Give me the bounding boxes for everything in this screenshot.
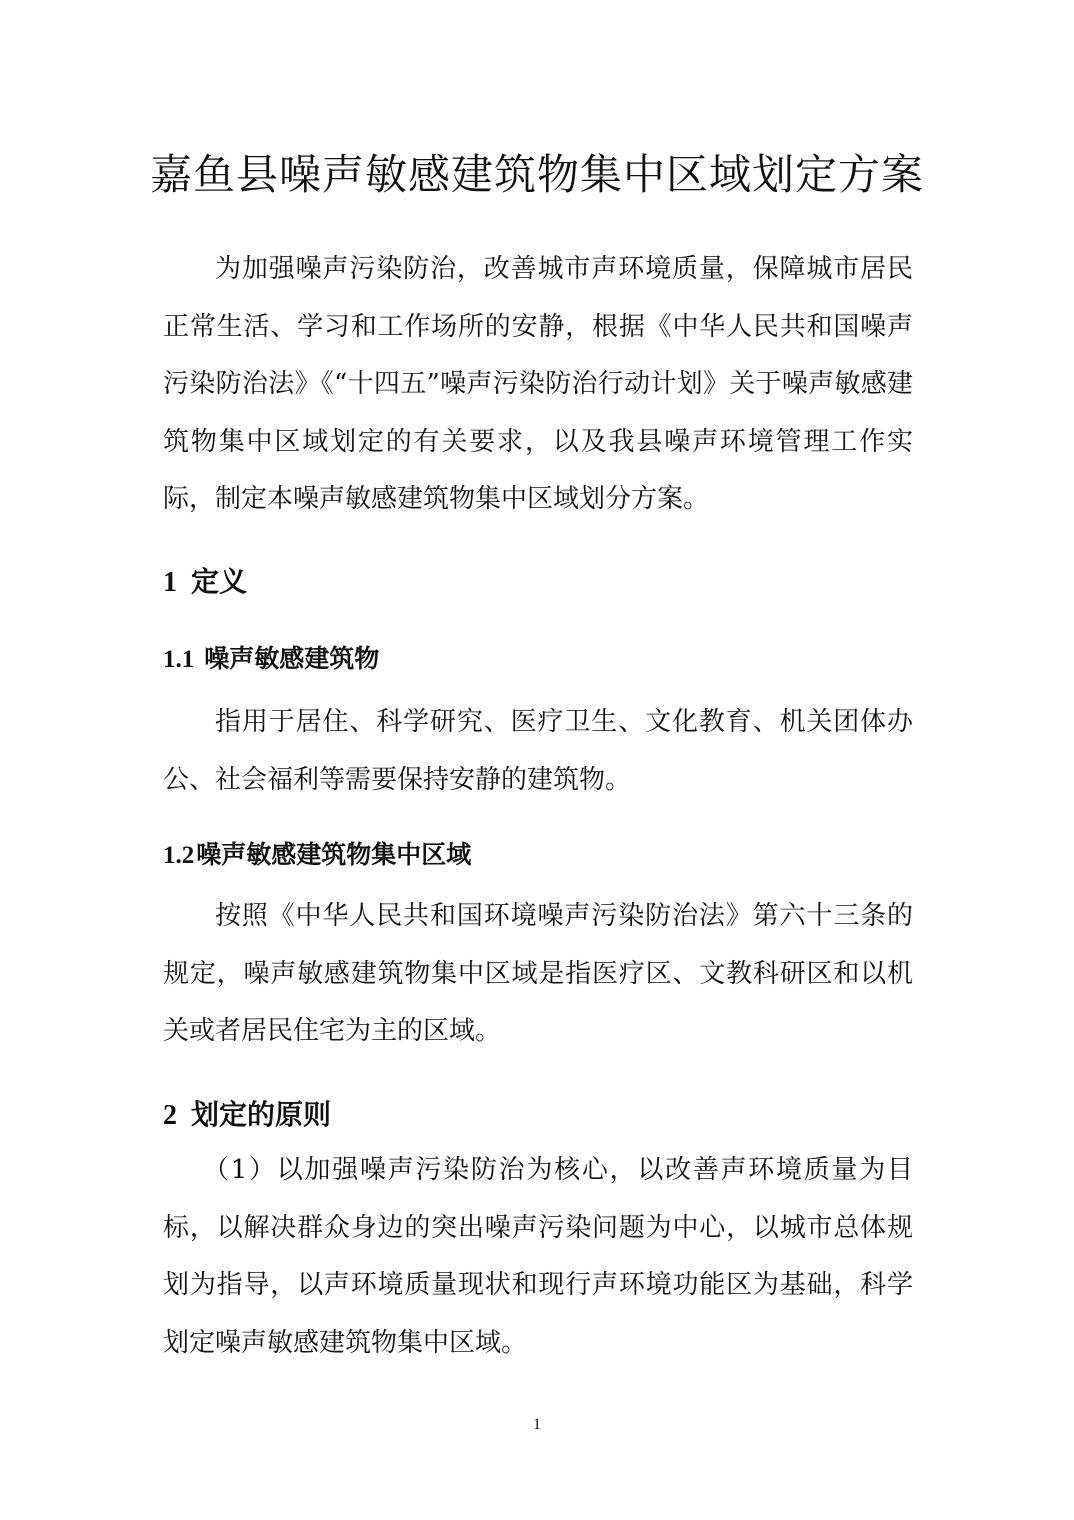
section-2-heading bbox=[163, 1095, 331, 1136]
section-1-2-heading bbox=[163, 837, 471, 874]
section-1-1-paragraph: 指用于居住、科学研究、医疗卫生、文化教育、机关团体办公、社会福利等需要保持安静的建筑物。 bbox=[163, 707, 913, 795]
section-1-number: 1 bbox=[163, 567, 177, 598]
section-1-1-number: 1.1 bbox=[163, 646, 195, 673]
section-1-title: 定义 bbox=[191, 565, 248, 598]
intro-paragraph: 为加强噪声污染防治，改善城市声环境质量，保障城市居民正常生活、学习和工作场所的安静，根据《中华人民共和国噪声污染防治法》《“十四五”噪声污染防治行动计划》关于噪声敏感建筑物集中区域划定的有关要求，以及我县噪声环境管理工作实际，制定本噪声敏感建筑物集中区域划分方案。 bbox=[163, 254, 913, 514]
section-2-title: 划定的原则 bbox=[191, 1098, 332, 1131]
page-number: 1 bbox=[533, 1416, 541, 1433]
section-2-number: 2 bbox=[163, 1100, 177, 1131]
section-1-1-heading bbox=[163, 641, 379, 678]
section-1-1-title: 噪声敏感建筑物 bbox=[204, 644, 380, 673]
section-1-heading bbox=[163, 562, 247, 603]
principle-item-1: （1）以加强噪声污染防治为核心，以改善声环境质量为目标，以解决群众身边的突出噪声污染问题为中心，以城市总体规划为指导，以声环境质量现状和现行声环境功能区为基础，科学划定噪声敏感建筑物集中区域。 bbox=[163, 1155, 913, 1358]
section-1-2-paragraph: 按照《中华人民共和国环境噪声污染防治法》第六十三条的规定，噪声敏感建筑物集中区域是指医疗区、文教科研区和以机关或者居民住宅为主的区域。 bbox=[163, 901, 913, 1046]
section-1-2-number: 1.2 bbox=[163, 842, 195, 869]
document-title: 嘉鱼县噪声敏感建筑物集中区域划定方案 bbox=[149, 150, 924, 199]
section-1-2-title: 噪声敏感建筑物集中区域 bbox=[196, 840, 472, 869]
